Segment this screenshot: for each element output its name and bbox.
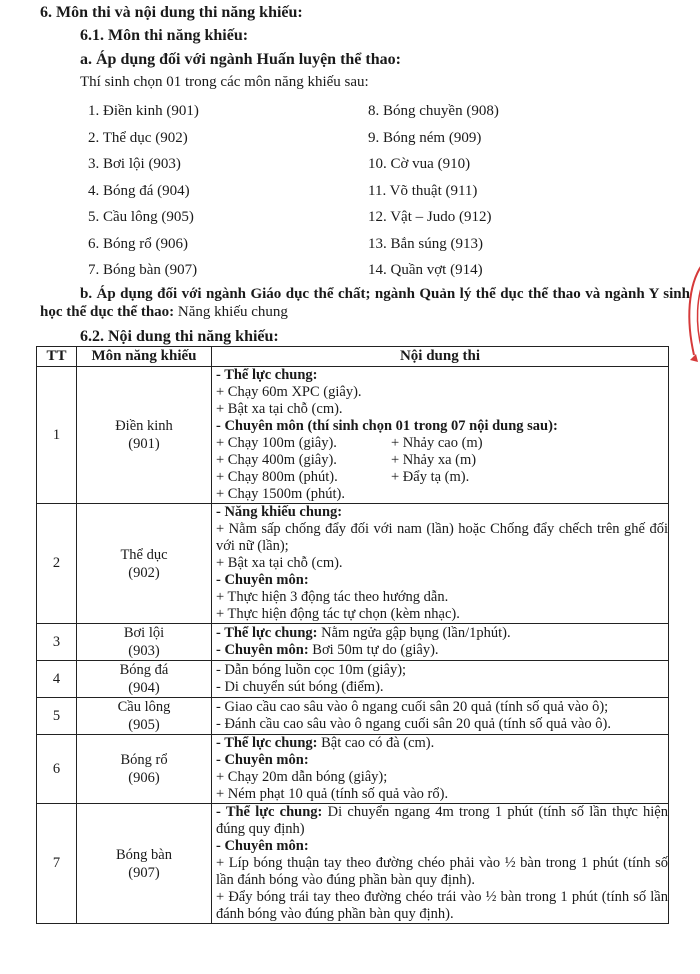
list-item: 9. Bóng ném (909) <box>368 129 482 146</box>
content-line: - Chuyên môn: <box>216 572 309 588</box>
row-content <box>212 504 669 624</box>
content-line: - Chuyên môn: <box>216 838 309 854</box>
content-line: + Bật xa tại chỗ (cm). <box>216 401 343 417</box>
content-part: + Đẩy tạ (m). <box>391 469 470 485</box>
table-row <box>37 367 669 504</box>
row-tt: 2 <box>37 504 77 624</box>
table-row <box>37 698 669 735</box>
content-part: + Chạy 100m (giây). <box>216 435 337 451</box>
row-mon <box>77 504 212 624</box>
content-part: + Chạy 800m (phút). <box>216 469 338 485</box>
content-part: Bật cao có đà (cm). <box>317 735 435 751</box>
content-line <box>216 642 668 659</box>
mon-name: Bóng rổ <box>120 752 168 768</box>
content-part: Nằm ngửa gập bụng (lần/1phút). <box>317 625 511 641</box>
list-item: 3. Bơi lội (903) <box>88 156 181 172</box>
content-line: - Chuyên môn: <box>216 752 309 768</box>
section-62-heading: 6.2. Nội dung thi năng khiếu: <box>80 328 279 345</box>
row-content <box>212 367 669 504</box>
row-content <box>212 661 669 698</box>
table-row <box>37 735 669 804</box>
header-mon: Môn năng khiếu <box>77 347 212 367</box>
content-part: Bơi 50m tự do (giây). <box>308 642 439 658</box>
content-line: + Bật xa tại chỗ (cm). <box>216 555 343 571</box>
table-row <box>37 661 669 698</box>
intro-text: Thí sinh chọn 01 trong các môn năng khiếu sau: <box>80 74 369 90</box>
content-line <box>216 804 668 838</box>
list-item: 1. Điền kinh (901) <box>88 103 199 119</box>
mon-code: (904) <box>128 680 160 696</box>
section-61-heading: 6.1. Môn thi năng khiếu: <box>80 27 249 44</box>
section-a-heading: a. Áp dụng đối với ngành Huấn luyện thể thao: <box>80 51 401 68</box>
content-label: - Thể lực chung: <box>216 804 323 820</box>
mon-code: (907) <box>128 864 160 881</box>
content-line <box>216 435 668 452</box>
list-item: 5. Cầu lông (905) <box>88 209 194 225</box>
table-row <box>37 624 669 661</box>
list-item: 2. Thể dục (902) <box>88 129 188 146</box>
header-noidung: Nội dung thi <box>212 347 669 367</box>
content-line <box>216 469 668 486</box>
mon-code: (903) <box>128 643 160 659</box>
content-line: - Chuyên môn (thí sinh chọn 01 trong 07 nội dung sau): <box>216 418 558 434</box>
row-mon <box>77 661 212 698</box>
row-tt: 4 <box>37 661 77 698</box>
content-line: - Thể lực chung: <box>216 367 318 383</box>
list-item: 7. Bóng bàn (907) <box>88 262 198 278</box>
mon-name: Cầu lông <box>117 699 171 715</box>
mon-name: Bóng đá <box>119 662 169 678</box>
content-part: + Nhảy cao (m) <box>391 435 483 451</box>
content-line: - Năng khiếu chung: <box>216 504 343 520</box>
mon-code: (901) <box>128 436 160 452</box>
content-table <box>36 346 669 924</box>
subjects-right-list <box>368 100 499 286</box>
row-tt: 6 <box>37 735 77 804</box>
content-part: + Chạy 400m (giây). <box>216 452 337 468</box>
row-tt: 5 <box>37 698 77 735</box>
table-header-row <box>37 347 669 367</box>
row-tt: 3 <box>37 624 77 661</box>
row-content <box>212 735 669 804</box>
list-item: 10. Cờ vua (910) <box>368 156 471 172</box>
table-row <box>37 504 669 624</box>
list-item: 4. Bóng đá (904) <box>88 182 190 199</box>
section-heading: 6. Môn thi và nội dung thi năng khiếu: <box>40 4 303 21</box>
list-item: 14. Quần vợt (914) <box>368 262 483 278</box>
subjects-left-list <box>88 100 199 286</box>
mon-code: (905) <box>128 717 160 733</box>
content-line: + Thực hiện động tác tự chọn (kèm nhạc). <box>216 606 460 622</box>
list-item: 8. Bóng chuyền (908) <box>368 103 499 119</box>
content-label: - Chuyên môn: <box>216 642 309 658</box>
content-part: Di chuyển ngang 4m trong 1 phút (tính số lần thực hiện đúng quy định) <box>216 804 668 837</box>
header-tt: TT <box>37 347 77 367</box>
content-label: - Thể lực chung: <box>216 735 318 751</box>
row-content <box>212 804 669 924</box>
mon-code: (906) <box>128 770 160 786</box>
mon-name: Bóng bàn <box>116 846 172 863</box>
mon-name: Thể dục <box>120 546 168 563</box>
content-line: + Đẩy bóng trái tay theo đường chéo trái vào ½ bàn trong 1 phút (tính số lần đánh bóng vào đúng phần bàn quy định). <box>216 889 668 922</box>
list-item: 12. Vật – Judo (912) <box>368 209 492 225</box>
table-row <box>37 804 669 924</box>
content-line: - Đánh cầu cao sâu vào ô ngang cuối sân 20 quả (tính số quả vào ô). <box>216 716 612 732</box>
mon-name: Điền kinh <box>115 418 173 434</box>
content-line: + Nằm sấp chống đẩy đối với nam (lần) hoặc Chống đẩy chếch trên ghế đối với nữ (lần); <box>216 521 668 554</box>
list-item: 11. Võ thuật (911) <box>368 182 478 199</box>
content-line: + Chạy 1500m (phút). <box>216 486 345 502</box>
content-line: - Giao cầu cao sâu vào ô ngang cuối sân 20 quả (tính số quả vào ô); <box>216 699 609 715</box>
row-mon <box>77 698 212 735</box>
stamp-fragment <box>680 260 700 380</box>
section-b-paragraph <box>40 285 690 321</box>
content-part: + Nhảy xa (m) <box>391 452 477 468</box>
content-line: + Líp bóng thuận tay theo đường chéo phải vào ½ bàn trong 1 phút (tính số lần đánh bóng vào đúng phần bàn quy định). <box>216 855 668 888</box>
row-tt: 1 <box>37 367 77 504</box>
section-b-rest: Năng khiếu chung <box>174 304 288 320</box>
list-item: 6. Bóng rổ (906) <box>88 235 188 252</box>
content-line: - Di chuyển sút bóng (điểm). <box>216 679 384 695</box>
row-mon <box>77 367 212 504</box>
row-content <box>212 698 669 735</box>
content-line: + Chạy 60m XPC (giây). <box>216 384 362 400</box>
row-mon <box>77 735 212 804</box>
content-line: + Thực hiện 3 động tác theo hướng dẫn. <box>216 589 449 605</box>
row-mon <box>77 624 212 661</box>
content-line <box>216 735 668 752</box>
list-item: 13. Bắn súng (913) <box>368 235 483 252</box>
row-tt: 7 <box>37 804 77 924</box>
row-content <box>212 624 669 661</box>
content-line: - Dẫn bóng luồn cọc 10m (giây); <box>216 662 407 678</box>
mon-code: (902) <box>128 564 160 581</box>
row-mon <box>77 804 212 924</box>
content-line: + Ném phạt 10 quả (tính số quả vào rổ). <box>216 786 449 802</box>
content-line <box>216 452 668 469</box>
mon-name: Bơi lội <box>123 625 165 641</box>
content-line <box>216 625 668 642</box>
content-label: - Thể lực chung: <box>216 625 318 641</box>
section-b-bold: b. Áp dụng đối với ngành Giáo dục thể chất; ngành Quản lý thể dục thể thao và ngành Y sinh học thể dục thể thao: <box>40 286 690 320</box>
content-line: + Chạy 20m dẫn bóng (giây); <box>216 769 388 785</box>
